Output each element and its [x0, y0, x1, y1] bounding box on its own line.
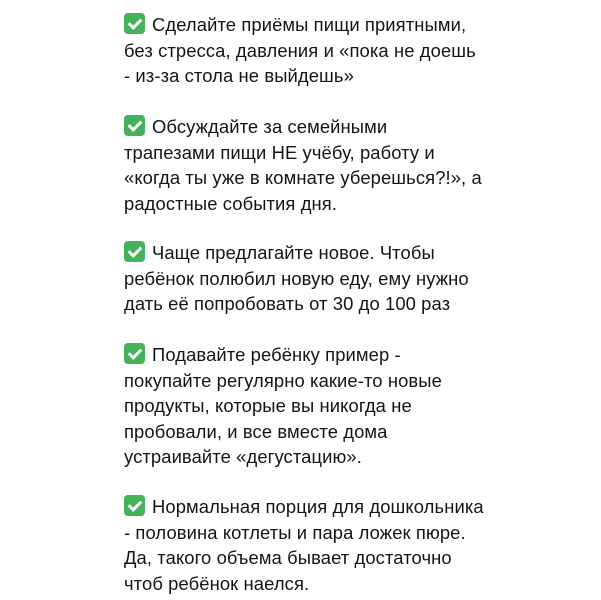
- tip-line: Обсуждайте за семейными: [124, 114, 594, 140]
- tip-item: [124, 342, 594, 470]
- tip-line: чтоб ребёнок наелся.: [124, 572, 310, 594]
- tip-line: Чаще предлагайте новое. Чтобы: [124, 240, 594, 266]
- tip-item: [124, 240, 594, 317]
- tip-line: устраивайте «дегустацию».: [124, 446, 362, 467]
- tip-line: без стресса, давления и «пока не доешь: [124, 39, 476, 61]
- tip-line: радостные события дня.: [124, 192, 338, 214]
- check-mark-icon: [124, 343, 145, 364]
- check-mark-icon: [124, 115, 145, 136]
- check-mark-icon: [124, 241, 145, 262]
- tip-line: - половина котлеты и пара ложек пюре.: [124, 521, 466, 543]
- tip-item: [124, 114, 594, 216]
- tip-line: Сделайте приёмы пищи приятными,: [124, 12, 594, 38]
- tip-line: покупайте регулярно какие-то новые: [124, 369, 442, 391]
- tip-line: пробовали, и все вместе дома: [124, 420, 388, 442]
- tip-line: - из-за стола не выйдешь»: [124, 65, 354, 86]
- tip-item: [124, 494, 594, 596]
- tip-line: трапезами пищи НЕ учёбу, работу и: [124, 141, 435, 163]
- tip-line: Да, такого объема бывает достаточно: [124, 547, 452, 568]
- tip-item: [124, 12, 594, 89]
- tip-line: Подавайте ребёнку пример -: [124, 342, 594, 368]
- check-mark-icon: [124, 495, 145, 516]
- tip-line: Нормальная порция для дошкольника: [124, 494, 594, 520]
- tip-line: ребёнок полюбил новую еду, ему нужно: [124, 267, 469, 289]
- tip-line: продукты, которые вы никогда не: [124, 395, 412, 416]
- tip-line: дать её попробовать от 30 до 100 раз: [124, 293, 451, 314]
- check-mark-icon: [124, 13, 145, 34]
- tip-line: «когда ты уже в комнате уберешься?!», а: [124, 167, 482, 188]
